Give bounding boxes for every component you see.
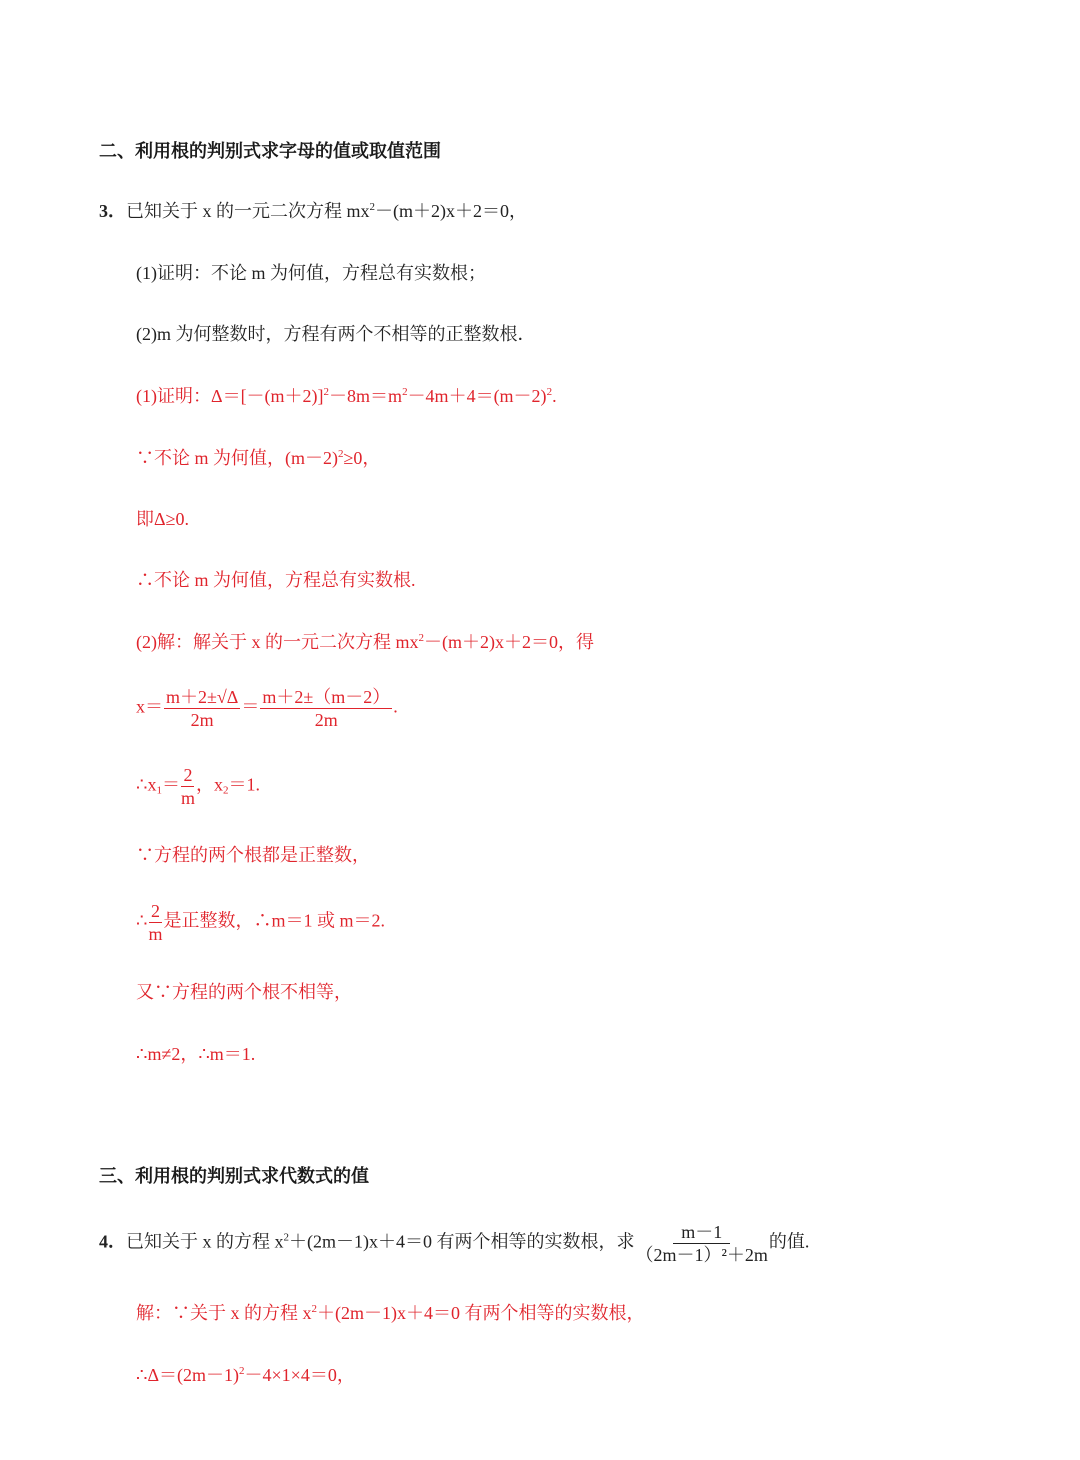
text: (2)解：解关于 x 的一元二次方程 mx: [136, 632, 419, 652]
text: ∴: [136, 910, 148, 931]
fraction: [636, 1221, 768, 1266]
solution-3-line-9: [136, 900, 385, 945]
text: ，x: [195, 774, 223, 795]
text: 已知关于 x 的方程 x: [126, 1231, 284, 1252]
text: ≥0，: [343, 448, 381, 468]
sup: 2: [402, 386, 408, 398]
text: ＋(2m－1)x＋4＝0 有两个相等的实数根，求: [289, 1231, 635, 1252]
sub: 1: [156, 784, 162, 797]
numerator: 2: [183, 765, 193, 785]
question-3-part-2: (2)m 为何整数时，方程有两个不相等的正整数根．: [136, 324, 536, 344]
text: ＝: [241, 696, 260, 717]
solution-3-line-6: [136, 686, 398, 731]
fraction: [148, 900, 162, 945]
fraction: [260, 686, 392, 731]
sup: 2: [418, 632, 424, 644]
solution-3-line-5: [136, 630, 594, 654]
text: ∴x: [136, 774, 157, 795]
solution-3-line-2: [136, 446, 380, 470]
fraction: [181, 764, 195, 809]
sup: 2: [239, 1365, 245, 1377]
numerator: m－1: [673, 1221, 730, 1244]
text: －8m＝m: [329, 386, 403, 406]
text: －4m＋4＝(m－2): [407, 386, 547, 406]
fraction: [164, 686, 240, 731]
solution-4-line-2: [136, 1363, 355, 1387]
section-heading-3: 三、利用根的判别式求代数式的值: [99, 1166, 369, 1186]
text: 已知关于 x 的一元二次方程 mx: [126, 201, 370, 221]
numerator: m＋2±（m－2）: [262, 687, 391, 707]
text: x＝: [136, 696, 163, 717]
text: －(m＋2)x＋2＝0，: [375, 201, 527, 221]
section-heading-2: 二、利用根的判别式求字母的值或取值范围: [99, 141, 441, 161]
text: ∴Δ＝(2m－1): [136, 1365, 240, 1385]
solution-3-line-3: 即Δ≥0.: [136, 509, 189, 529]
sup: 2: [546, 386, 553, 398]
solution-3-line-4: ∴不论 m 为何值，方程总有实数根.: [136, 570, 416, 590]
question-3-part-1: (1)证明：不论 m 为何值，方程总有实数根；: [136, 263, 486, 283]
sup: 2: [338, 448, 344, 460]
denominator: m: [180, 788, 195, 808]
text: ∵不论 m 为何值，(m－2): [136, 448, 338, 468]
text: 的值.: [768, 1231, 810, 1252]
text: 是正整数，∴m＝1 或 m＝2.: [163, 910, 385, 931]
solution-3-line-1: [136, 384, 557, 408]
solution-3-line-8: ∵方程的两个根都是正整数，: [136, 845, 370, 865]
sup: 2: [323, 386, 330, 398]
text: .: [393, 696, 398, 717]
solution-4-line-1: [136, 1301, 645, 1325]
denominator: （2m－1）²＋2m: [635, 1245, 768, 1265]
question-number: 3．: [99, 201, 126, 221]
text: 解：∵关于 x 的方程 x: [136, 1303, 312, 1323]
text: ＝: [161, 774, 180, 795]
sup: 2: [311, 1303, 317, 1315]
question-3-stem: [99, 199, 527, 223]
question-4-stem: [99, 1221, 809, 1266]
solution-3-line-10: 又∵方程的两个根不相等，: [136, 982, 352, 1002]
text: －(m＋2)x＋2＝0，得: [424, 632, 594, 652]
text: ＋(2m－1)x＋4＝0 有两个相等的实数根，: [317, 1303, 645, 1323]
denominator: 2m: [314, 710, 338, 730]
sup: 2: [369, 201, 375, 213]
text: －4×1×4＝0，: [244, 1365, 355, 1385]
sub: 2: [222, 784, 229, 797]
numerator: m＋2±√Δ: [166, 687, 239, 707]
text: .: [552, 386, 557, 406]
denominator: m: [148, 924, 163, 944]
solution-3-line-11: ∴m≠2，∴m＝1.: [136, 1044, 256, 1064]
denominator: 2m: [190, 710, 214, 730]
sup: 2: [283, 1231, 289, 1244]
question-number: 4．: [99, 1231, 126, 1252]
solution-3-line-7: [136, 764, 260, 809]
numerator: 2: [150, 901, 160, 921]
text: (1)证明：Δ＝[－(m＋2)]: [136, 386, 324, 406]
text: ＝1.: [228, 774, 260, 795]
